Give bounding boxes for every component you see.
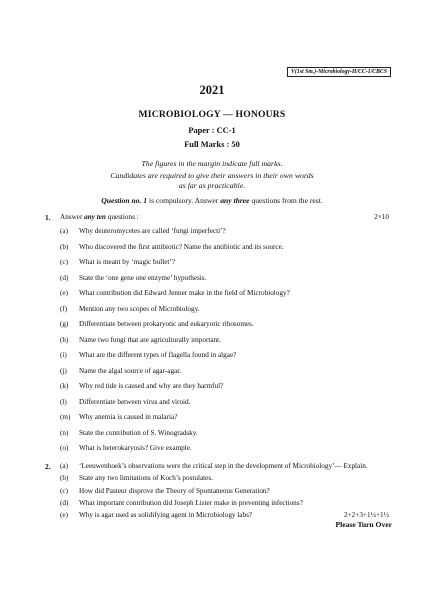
- question-1-instruction: [60, 213, 139, 221]
- q1-emph: any ten: [84, 213, 106, 221]
- q2-item-text: How did Pasteur disprove the Theory of Spontaneous Generation?: [79, 486, 270, 495]
- question-1-marks: 2×10: [374, 213, 389, 221]
- q1-item-text: Differentiate between prokaryotic and eukaryotic ribosomes.: [79, 320, 254, 328]
- q1-item-text: Why red tide is caused and why are they harmful?: [79, 382, 224, 390]
- q1-item-label: (i): [60, 351, 67, 359]
- q2-item-text: What important contribution did Joseph Lister make in preventing infections?: [79, 498, 303, 507]
- q1-prefix: Answer: [60, 213, 83, 221]
- q1-item-label: (m): [60, 413, 71, 421]
- q1-item-text: Why deuteromycetes are called ‘fungi imperfecti’?: [79, 227, 226, 235]
- question-2-marks: 2+2+3+1½+1½: [344, 511, 389, 519]
- q1-item-label: (f): [60, 304, 68, 313]
- q1-item-label: (o): [60, 444, 69, 452]
- q1-item-label: (b): [60, 242, 69, 251]
- instruction-practicable: as far as practicable.: [178, 181, 246, 190]
- question-2-number: 2.: [45, 462, 51, 471]
- q2-item-text: State any two limitations of Koch’s postulates.: [79, 474, 213, 483]
- q1-item-text: What contribution did Edward Jenner make in the field of Microbiology?: [79, 289, 290, 297]
- subject-title: MICROBIOLOGY — HONOURS: [138, 109, 286, 120]
- instruction-margin: The figures in the margin indicate full marks.: [141, 159, 283, 168]
- q2-item-label: (a): [60, 462, 68, 470]
- q1-item-label: (h): [60, 335, 69, 344]
- please-turn-over: Please Turn Over: [335, 520, 392, 529]
- instruction-own-words: Candidates are required to give their answers in their own words: [110, 171, 314, 180]
- compulsory-suffix: questions from the rest.: [251, 196, 323, 205]
- q1-item-label: (e): [60, 289, 68, 297]
- q2-item-text: ‘Leeuwenhoek’s observations were the critical step in the development of Microbiology’— Explain.: [79, 462, 368, 470]
- q1-item-label: (n): [60, 428, 69, 437]
- q1-item-text: What is meant by ‘magic bullet’?: [79, 258, 175, 266]
- question-1-number: 1.: [45, 213, 51, 222]
- q1-item-text: State the ‘one gene one enzyme’ hypothesis.: [79, 273, 207, 282]
- q1-item-text: Who discovered the first antibiotic? Name the antibiotic and its source.: [79, 242, 284, 251]
- q1-suffix: questions :: [107, 213, 139, 221]
- q2-item-label: (d): [60, 498, 69, 507]
- compulsory-note: [0, 196, 424, 205]
- q1-item-label: (c): [60, 258, 68, 266]
- q2-item-text: Why is agar used as solidifying agent in Microbiology labs?: [79, 511, 253, 520]
- q2-item-label: (b): [60, 474, 69, 483]
- q1-item-text: Name two fungi that are agriculturally important.: [79, 335, 221, 344]
- q1-item-text: Name the algal source of agar-agar.: [79, 366, 182, 375]
- paper-number: Paper : CC-1: [188, 126, 236, 135]
- q1-item-label: (a): [60, 227, 68, 235]
- q2-item-label: (e): [60, 511, 68, 520]
- compulsory-any: any three: [220, 196, 250, 205]
- q1-item-label: (j): [60, 366, 67, 375]
- q1-item-text: Differentiate between virus and viroid.: [79, 397, 191, 406]
- exam-year: 2021: [199, 83, 225, 97]
- q1-item-text: What are the different types of flagella found in algae?: [79, 351, 237, 359]
- q1-item-label: (k): [60, 382, 69, 390]
- compulsory-num: 1: [143, 196, 148, 205]
- q1-item-text: Why anemia is caused in malaria?: [79, 413, 178, 421]
- q1-item-text: State the contribution of S. Winogradsky.: [79, 428, 198, 437]
- paper-code: V(1st Sm.)-Microbiology-H/CC-1/CBCS: [287, 67, 391, 77]
- q1-item-label: (d): [60, 273, 69, 282]
- q1-item-text: What is heterokaryosis? Give example.: [79, 444, 192, 452]
- full-marks: Full Marks : 50: [184, 140, 240, 149]
- q1-item-label: (g): [60, 320, 69, 328]
- compulsory-mid: is compulsory. Answer: [148, 196, 219, 205]
- q1-item-label: (l): [60, 397, 67, 406]
- compulsory-prefix: Question no.: [101, 196, 142, 205]
- q2-item-label: (c): [60, 486, 68, 495]
- q1-item-text: Mention any two scopes of Microbiology.: [79, 304, 200, 313]
